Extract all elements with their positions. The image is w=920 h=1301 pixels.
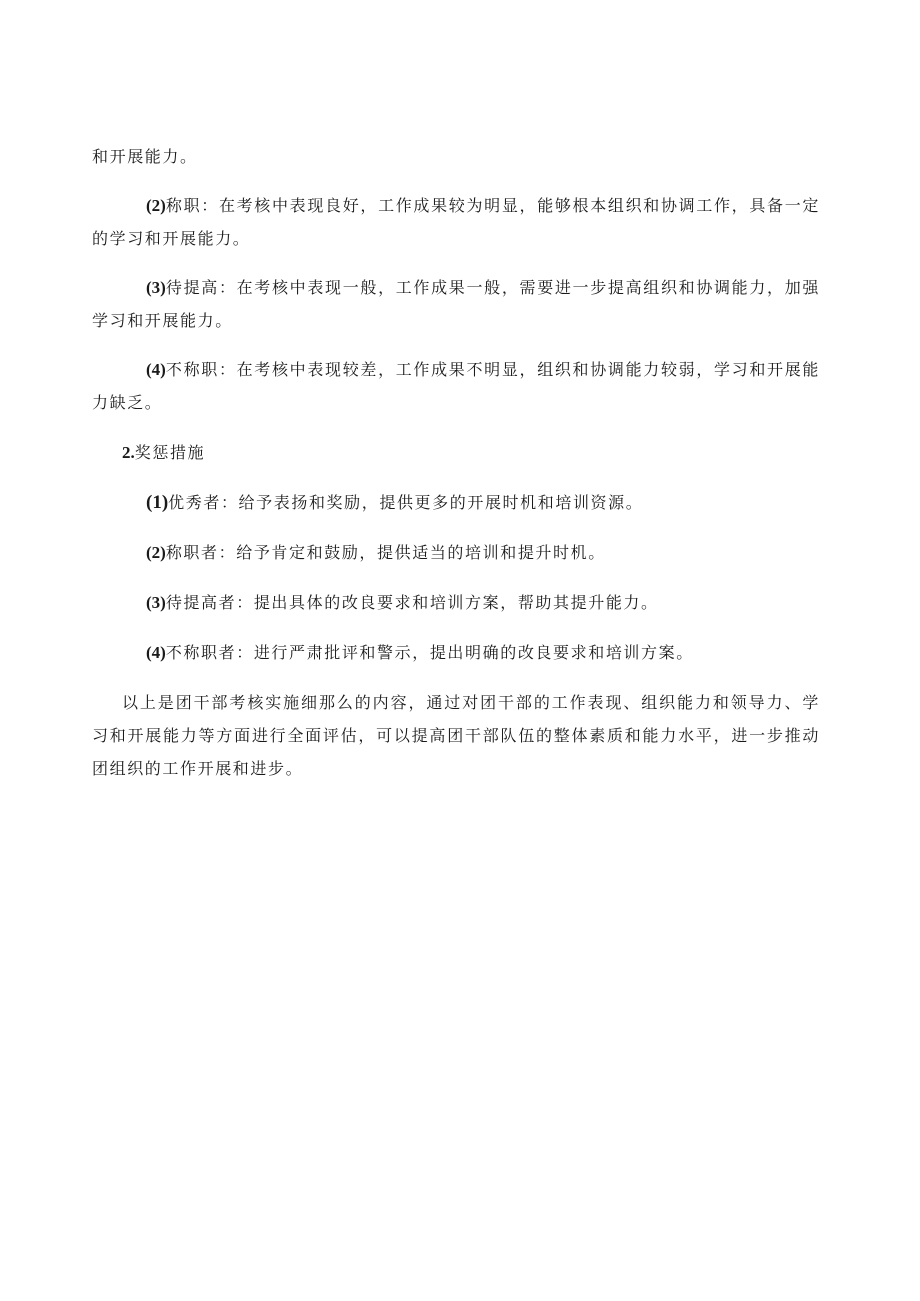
- paragraph-continuation: 和开展能力。: [92, 147, 198, 166]
- item-number: (4): [146, 360, 166, 379]
- item-number: (2): [146, 196, 166, 215]
- item-text: 待提高者：提出具体的改良要求和培训方案，帮助其提升能力。: [165, 593, 659, 612]
- item-number: (3): [146, 593, 166, 612]
- measure-incompetent: [92, 636, 820, 669]
- document-body: [92, 140, 820, 785]
- measure-needs-improvement: [92, 586, 820, 619]
- item-text: 不称职：在考核中表现较差，工作成果不明显，组织和协调能力较弱，学习和开展能力缺乏。: [92, 360, 820, 412]
- rating-level-needs-improvement: [92, 271, 820, 337]
- section-heading-rewards: [92, 436, 820, 469]
- conclusion-paragraph: 以上是团干部考核实施细那么的内容，通过对团干部的工作表现、组织能力和领导力、学习和开展能力等方面进行全面评估，可以提高团干部队伍的整体素质和能力水平，进一步推动团组织的工作开展和进步。: [92, 693, 820, 778]
- measure-competent: [92, 536, 820, 569]
- item-text: 称职：在考核中表现良好，工作成果较为明显，能够根本组织和协调工作，具备一定的学习和开展能力。: [92, 196, 820, 248]
- rating-level-competent: [92, 189, 820, 255]
- rating-level-incompetent: [92, 353, 820, 419]
- item-text: 优秀者：给予表扬和奖励，提供更多的开展时机和培训资源。: [168, 493, 644, 512]
- item-text: 称职者：给予肯定和鼓励，提供适当的培训和提升时机。: [165, 543, 606, 562]
- item-text: 待提高：在考核中表现一般，工作成果一般，需要进一步提高组织和协调能力，加强学习和开展能力。: [92, 278, 820, 330]
- section-title: 奖惩措施: [134, 443, 206, 462]
- item-number: (1): [146, 492, 169, 513]
- item-number: (2): [146, 543, 166, 562]
- item-number: (3): [146, 278, 166, 297]
- item-text: 不称职者：进行严肃批评和警示，提出明确的改良要求和培训方案。: [165, 643, 694, 662]
- section-number: 2.: [122, 443, 135, 462]
- measure-excellent: [92, 486, 820, 519]
- item-number: (4): [146, 643, 166, 662]
